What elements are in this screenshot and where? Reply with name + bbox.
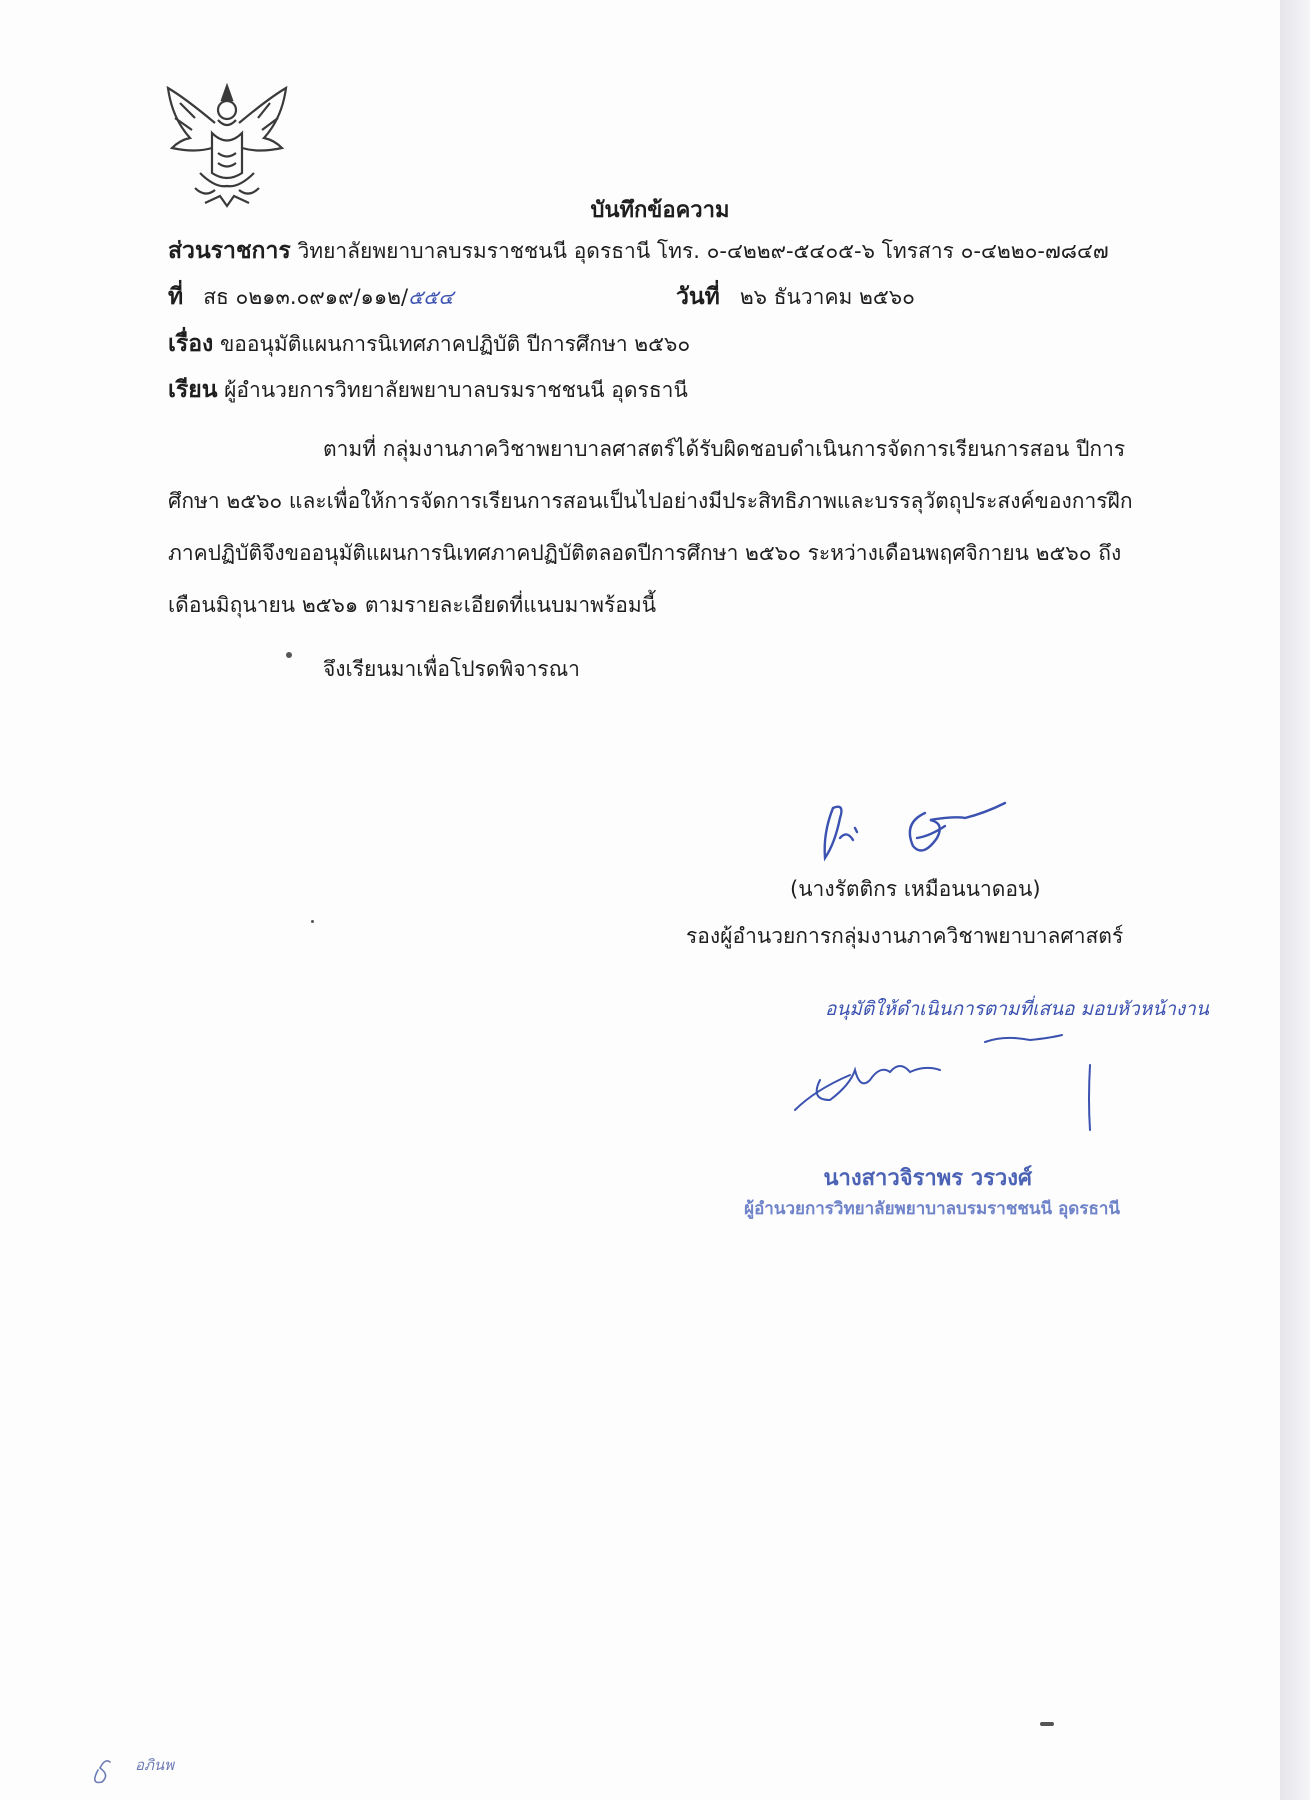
approver-name-stamp: นางสาวจิราพร วรวงศ์: [823, 1166, 1032, 1191]
margin-scribble-icon: [90, 1740, 260, 1790]
signer-position: รองผู้อำนวยการกลุ่มงานภาควิชาพยาบาลศาสตร์: [686, 924, 1124, 948]
ink-speck: [286, 652, 292, 658]
signature-icon: [805, 788, 1065, 868]
memo-title: บันทึกข้อความ: [590, 198, 730, 223]
subject-label: เรื่อง: [168, 331, 214, 357]
department-line: [168, 233, 1109, 269]
recipient-line: [168, 372, 688, 408]
recipient-label: เรียน: [168, 377, 218, 403]
approver-position-stamp: ผู้อำนวยการวิทยาลัยพยาบาลบรมราชชนนี อุดรธานี: [744, 1199, 1120, 1219]
subject-value: ขออนุมัติแผนการนิเทศภาคปฏิบัติ ปีการศึกษา ๒๕๖๐: [219, 332, 691, 356]
svg-text:อนุมัติให้ดำเนินการตามที่เสนอ: อนุมัติให้ดำเนินการตามที่เสนอ มอบหัวหน้างาน: [825, 998, 1209, 1020]
body-paragraph: ตามที่ กลุ่มงานภาควิชาพยาบาลศาสตร์ได้รับผิดชอบดำเนินการจัดการเรียนการสอน ปีการศึกษา ๒๕๖๐ และเพื่อให้การจัดการเรียนการสอนเป็นไปอย่างมีประสิทธิภาพและบรรลุวัตถุประสงค์ของการฝึกภาคปฏิบัติจึงขออนุมัติแผนการนิเทศภาคปฏิบัติตลอดปีการศึกษา ๒๕๖๐ ระหว่างเดือนพฤศจิกายน ๒๕๖๐ ถึงเดือนมิถุนายน ๒๕๖๑ ตามรายละเอียดที่แนบมาพร้อมนี้: [168, 437, 1133, 617]
department-value: วิทยาลัยพยาบาลบรมราชชนนี อุดรธานี โทร. ๐-๔๒๒๙-๕๔๐๕-๖ โทรสาร ๐-๔๒๒๐-๗๘๔๗: [297, 239, 1109, 263]
department-label: ส่วนราชการ: [168, 238, 291, 264]
closing-text: จึงเรียนมาเพื่อโปรดพิจารณา: [323, 657, 580, 681]
recipient-value: ผู้อำนวยการวิทยาลัยพยาบาลบรมราชชนนี อุดรธานี: [224, 378, 688, 402]
date-value: ๒๖ ธันวาคม ๒๕๖๐: [739, 285, 915, 309]
svg-text:อภินพ: อภินพ: [135, 1756, 175, 1774]
subject-line: [168, 326, 690, 362]
reference-handwritten: ๕๕๔: [408, 285, 454, 309]
reference-value: สธ ๐๒๑๓.๐๙๑๙/๑๑๒/: [203, 285, 409, 309]
scan-edge: [1280, 0, 1310, 1800]
signer-name: (นางรัตติกร เหมือนนาดอน): [790, 877, 1041, 901]
date-line: [676, 279, 915, 315]
ink-speck: [311, 920, 314, 923]
reference-line: [168, 279, 454, 315]
date-label: วันที่: [676, 284, 720, 310]
reference-label: ที่: [168, 284, 184, 310]
approval-handwriting-icon: [790, 990, 1209, 1140]
ink-speck: [1040, 1722, 1054, 1726]
